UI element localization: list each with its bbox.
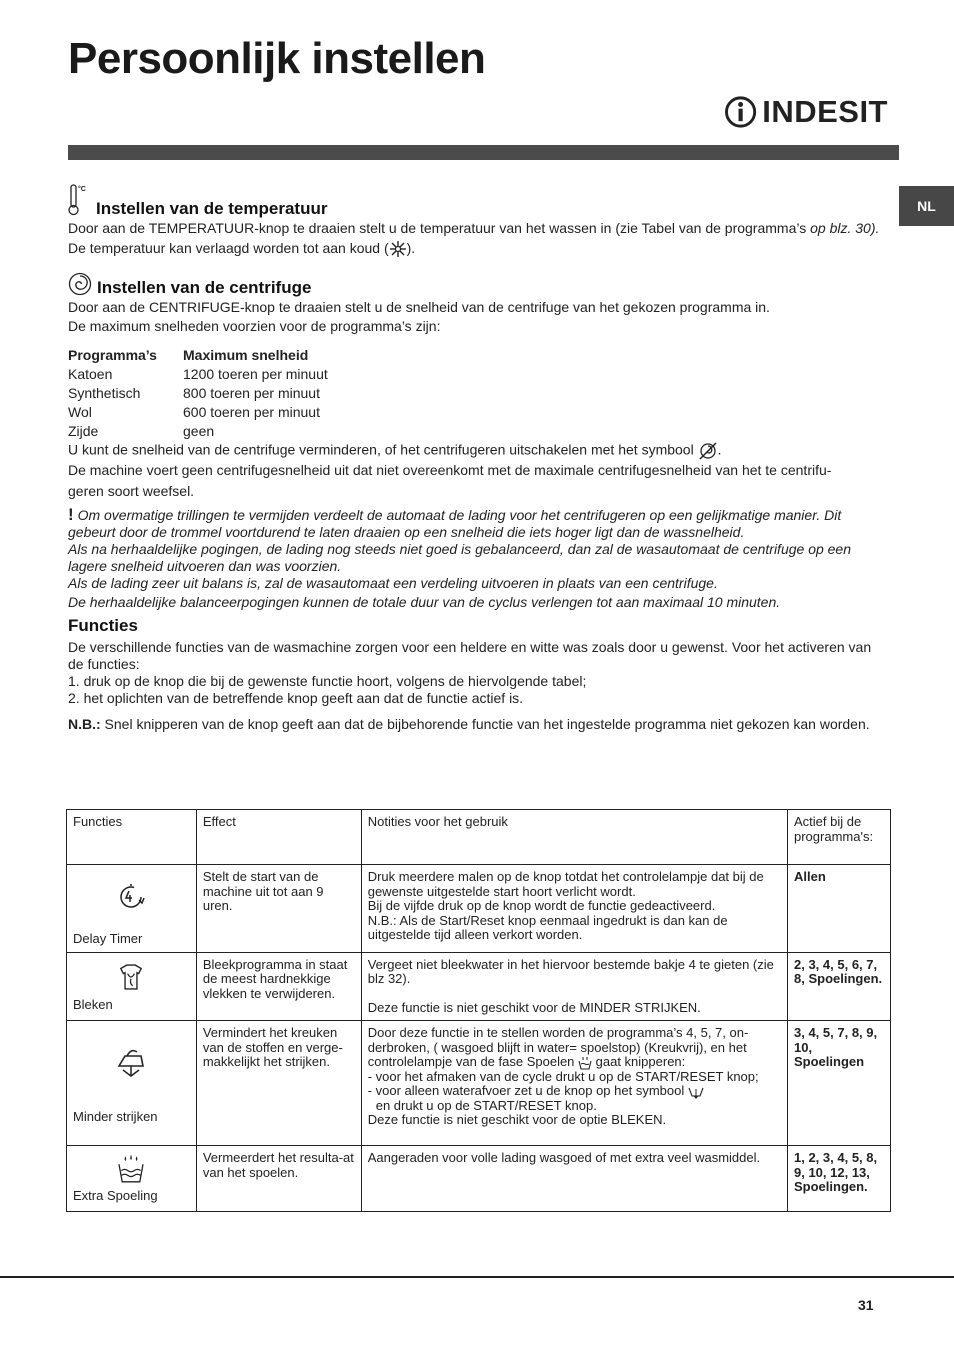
note-line: Druk meerdere malen op de knop totdat het controlelampje dat bij de gewenste uitgestelde start hoort verlicht wordt. xyxy=(367,869,764,899)
temperature-line2: De temperatuur kan verlaagd worden tot aan koud ( xyxy=(68,240,389,256)
spin-text xyxy=(68,299,888,335)
function-name: Bleken xyxy=(73,996,113,1012)
col-header-active: Actief bij de programma's: xyxy=(788,810,891,865)
col-header-notes: Notities voor het gebruik xyxy=(361,810,787,865)
warning-note xyxy=(68,506,888,611)
note-line: - voor het afmaken van de cycle drukt u op de START/RESET knop; xyxy=(367,1068,759,1084)
no-spin-icon xyxy=(698,441,718,461)
effect-cell: Bleekprogramma in staat de meest hardnekkige vlekken te verwijderen. xyxy=(196,952,361,1021)
delay-timer-icon xyxy=(111,876,151,916)
note-line: Deze functie is niet geschikt voor de MINDER STRIJKEN. xyxy=(367,999,701,1015)
function-name: Minder strijken xyxy=(73,1109,158,1124)
warning-p1: Om overmatige trillingen te vermijden verdeelt de automaat de lading voor het centrifugeren op een gelijkmatige manier. Dit gebeurt door de trommel voortdurend te laten draaien op een snelheid die iets hoger ligt dan de wassnelheid. xyxy=(68,507,842,540)
celsius-label: °C xyxy=(78,186,86,193)
drain-icon xyxy=(688,1085,704,1099)
active-cell: 2, 3, 4, 5, 6, 7, 8, Spoelingen. xyxy=(788,952,891,1021)
speed-row xyxy=(68,365,328,384)
spin-max-line2: geren soort weefsel. xyxy=(68,483,195,499)
table-row xyxy=(67,952,891,1021)
speed-table xyxy=(68,346,328,441)
functions-step1: 1. druk op de knop die bij de gewenste functie hoort, volgens de hiervolgende tabel; xyxy=(68,673,587,689)
note-line: Aangeraden voor volle lading wasgoed of met extra veel wasmiddel. xyxy=(367,1150,761,1165)
spin-line1: Door aan de CENTRIFUGE-knop te draaien stelt u de snelheid van de centrifuge van het gekozen programma in. xyxy=(68,299,770,315)
brand-name: INDESIT xyxy=(762,94,888,129)
spin-heading: Instellen van de centrifuge xyxy=(97,278,312,297)
note-line: Deze functie is niet geschikt voor de optie BLEKEN. xyxy=(367,1112,667,1128)
speed-value: 800 toeren per minuut xyxy=(183,385,320,401)
functions-intro: De verschillende functies van de wasmachine zorgen voor een heldere en witte was zoals door u gewenst. Voor het activeren van de functies: xyxy=(68,639,872,672)
note-text: Door deze functie in te stellen worden de programma’s 4, 5, 7, on-derbroken, ( wasgoed blijft in water= spoelstop) (Kreukvrij), en het controlelampje van de fase Spoelen xyxy=(367,1025,749,1069)
speed-header-program: Programma’s xyxy=(68,347,157,363)
notes-cell xyxy=(361,865,787,953)
note-line xyxy=(368,1026,781,1070)
page-number: 31 xyxy=(858,1297,874,1313)
speed-program: Synthetisch xyxy=(68,385,141,401)
note-line: Vergeet niet bleekwater in het hiervoor bestemde bakje 4 te gieten (zie blz 32). xyxy=(367,956,774,986)
function-cell xyxy=(67,1146,197,1212)
note-line xyxy=(368,1084,781,1099)
page-title: Persoonlijk instellen xyxy=(68,34,486,83)
rinse-icon xyxy=(578,1056,592,1070)
extra-rinse-icon xyxy=(115,1153,147,1185)
effect-cell: Vermindert het kreuken van de stoffen en verge-makkelijkt het strijken. xyxy=(196,1021,361,1146)
spin-heading-row xyxy=(68,272,311,296)
speed-value: 1200 toeren per minuut xyxy=(183,366,328,382)
speed-program: Wol xyxy=(68,404,92,420)
function-name: Extra Spoeling xyxy=(73,1188,158,1203)
speed-value: 600 toeren per minuut xyxy=(183,404,320,420)
spin-icon xyxy=(68,272,92,296)
function-cell xyxy=(67,865,197,953)
effect-cell: Vermeerdert het resulta-at van het spoelen. xyxy=(196,1146,361,1212)
note-line: N.B.: Als de Start/Reset knop eenmaal ingedrukt is dan kan de uitgestelde tijd alleen verkort worden. xyxy=(367,912,728,942)
warning-p3: Als de lading zeer uit balans is, zal de wasautomaat een verdeling uitvoeren in plaats van een centrifuge. xyxy=(68,575,718,591)
functions-heading: Functies xyxy=(68,616,138,635)
warning-icon: ! xyxy=(68,505,74,524)
spin-notes: U kunt de snelheid van de centrifuge verminderen, of het centrifugeren uitschakelen met het symbool . De machine voert geen centrifugesnelheid uit dat niet overeenkomt met de maximale centrifugesnelheid van het te centrifu- geren soort weefsel. xyxy=(68,441,888,500)
function-cell xyxy=(67,952,197,1021)
temperature-line1: Door aan de TEMPERATUUR-knop te draaien stelt u de temperatuur van het wassen in (zie Tabel van de programma’s xyxy=(68,220,811,236)
temperature-heading-row xyxy=(68,183,327,217)
nb-label: N.B.: xyxy=(68,716,101,732)
function-cell xyxy=(67,1021,197,1146)
footer-rule xyxy=(0,1276,954,1278)
temperature-line2-end: ). xyxy=(406,240,416,256)
table-header-row xyxy=(67,810,891,865)
table-row xyxy=(67,865,891,953)
note-text: gaat knipperen: xyxy=(592,1054,686,1069)
speed-row xyxy=(68,384,328,403)
notes-cell xyxy=(361,952,787,1021)
speed-value: geen xyxy=(183,423,215,439)
nb-text: Snel knipperen van de knop geeft aan dat de bijbehorende functie van het ingestelde programma niet gekozen kan worden. xyxy=(100,716,870,732)
spin-line2: De maximum snelheden voorzien voor de programma’s zijn: xyxy=(68,318,441,334)
easy-iron-icon xyxy=(111,1040,151,1080)
active-cell: 3, 4, 5, 7, 8, 9, 10, Spoelingen xyxy=(788,1021,891,1146)
header-bar xyxy=(68,145,899,160)
notes-cell xyxy=(361,1021,787,1146)
col-header-functions: Functies xyxy=(67,810,197,865)
cold-icon xyxy=(389,240,407,258)
functions-step2: 2. het oplichten van de betreffende knop geeft aan dat de functie actief is. xyxy=(68,690,524,706)
temperature-text xyxy=(68,220,888,258)
speed-program: Katoen xyxy=(68,366,113,382)
note-line: Bij de vijfde druk op de knop wordt de functie gedeactiveerd. xyxy=(367,898,716,913)
function-name: Delay Timer xyxy=(73,931,143,946)
note-line: en drukt u op de START/RESET knop. xyxy=(375,1097,597,1113)
table-row xyxy=(67,1021,891,1146)
indesit-logo-icon xyxy=(724,93,757,131)
functions-table xyxy=(66,809,891,1212)
effect-cell: Stelt de start van de machine uit tot aan 9 uren. xyxy=(196,865,361,953)
table-row xyxy=(67,1146,891,1212)
warning-p2: Als na herhaaldelijke pogingen, de lading nog steeds niet goed is gebalanceerd, dan zal de wasautomaat de centrifuge op een lagere snelheid uitvoeren dan was voorzien. xyxy=(68,541,852,574)
speed-table-header xyxy=(68,346,328,365)
speed-row xyxy=(68,403,328,422)
speed-row xyxy=(68,422,328,441)
speed-program: Zijde xyxy=(68,423,99,439)
note-spacer xyxy=(368,987,781,1001)
spin-max-line1: De machine voert geen centrifugesnelheid uit dat niet overeenkomt met de maximale centrifugesnelheid van het te centrifu- xyxy=(68,462,832,478)
speed-header-speed: Maximum snelheid xyxy=(183,347,309,363)
language-tab: NL xyxy=(899,186,954,226)
col-header-effect: Effect xyxy=(196,810,361,865)
thermometer-icon xyxy=(68,183,90,217)
temperature-heading: Instellen van de temperatuur xyxy=(96,199,328,218)
notes-cell xyxy=(361,1146,787,1212)
active-cell: Allen xyxy=(788,865,891,953)
spin-reduce-text: U kunt de snelheid van de centrifuge verminderen, of het centrifugeren uitschakelen met het symbool xyxy=(68,441,694,458)
active-cell: 1, 2, 3, 4, 5, 8, 9, 10, 12, 13, Spoelingen. xyxy=(788,1146,891,1212)
bleach-icon xyxy=(114,960,148,994)
note-text: - voor alleen waterafvoer zet u de knop op het symbool xyxy=(367,1083,688,1099)
functions-text xyxy=(68,639,888,733)
brand-logo xyxy=(724,90,888,134)
temperature-ref: op blz. 30). xyxy=(810,220,880,236)
warning-p4: De herhaaldelijke balanceerpogingen kunnen de totale duur van de cyclus verlengen tot aan maximaal 10 minuten. xyxy=(68,594,781,610)
